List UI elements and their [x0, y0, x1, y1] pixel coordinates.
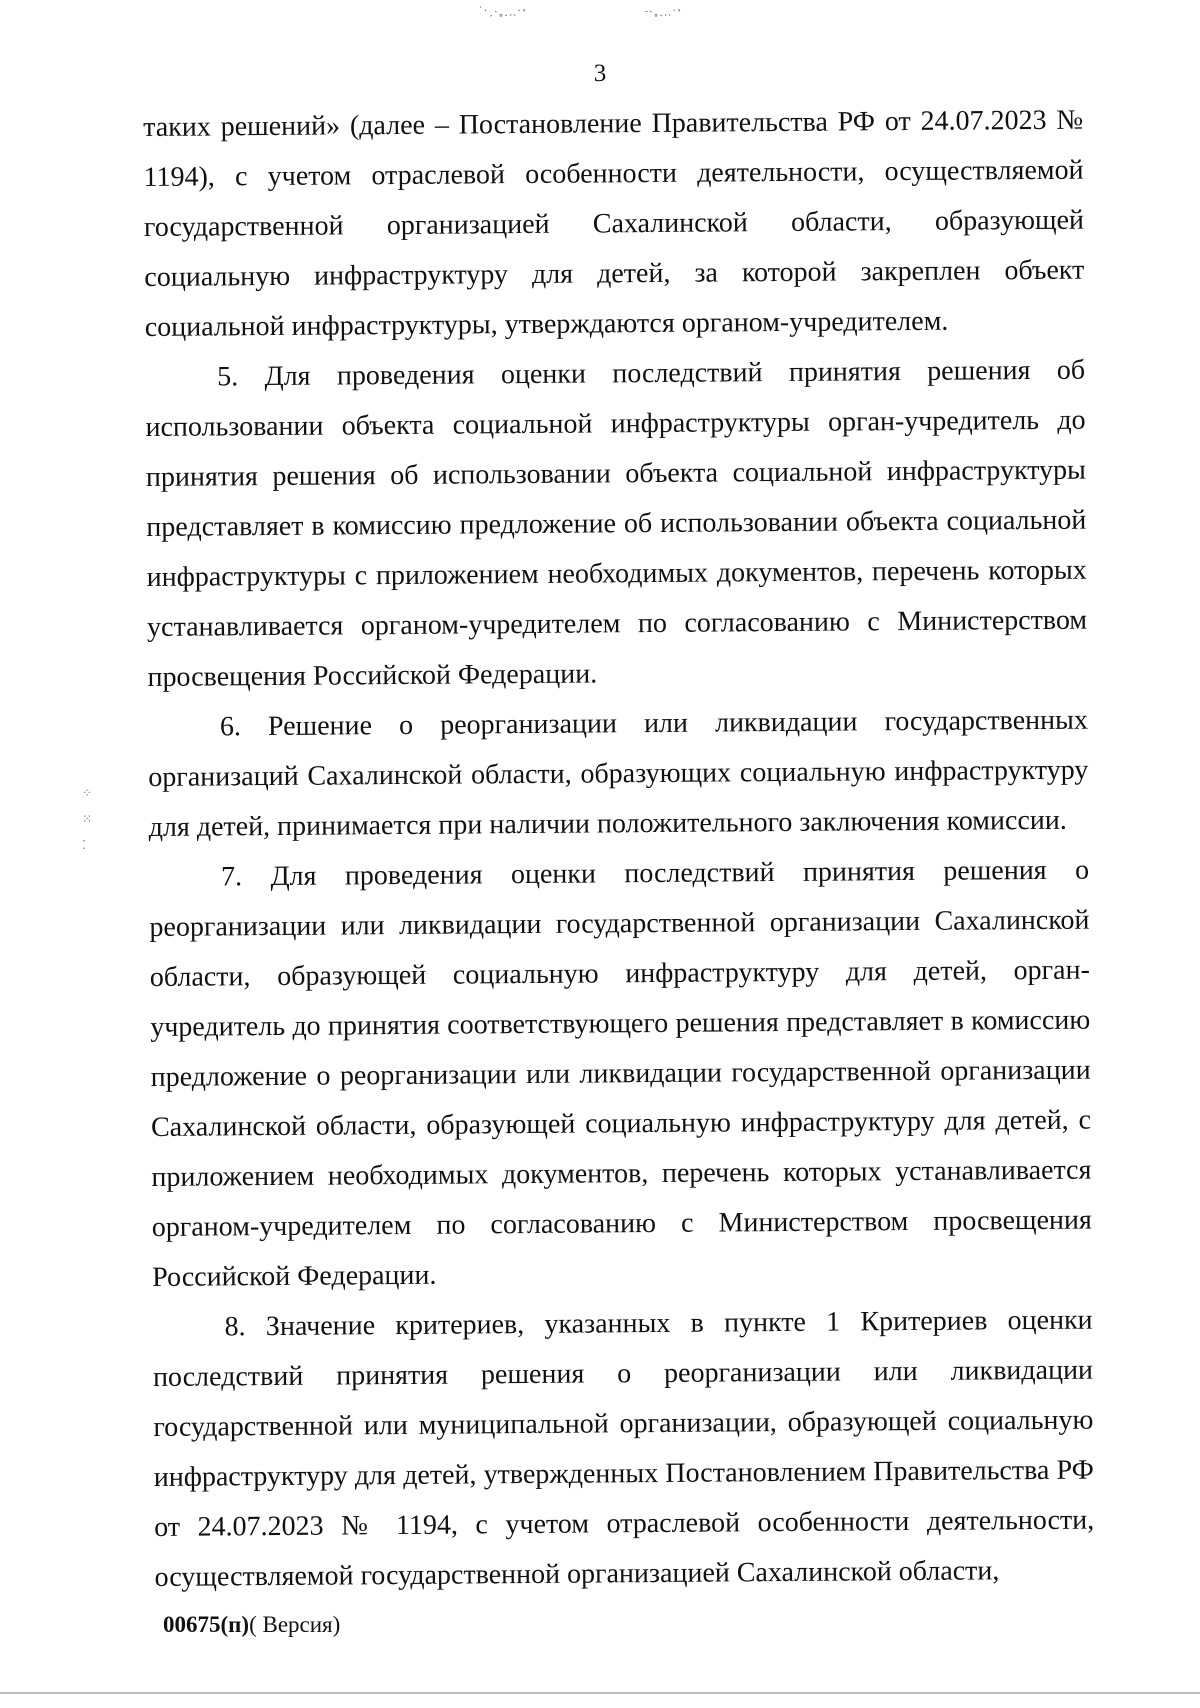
binding-hole-marks: ⁘ ⁙ ⁚ [82, 786, 93, 852]
document-body [143, 96, 1095, 1603]
paragraph-8: 8. Значение критериев, указанных в пункте 1 Критериев оценки последствий принятия решения о реорганизации или ликвидации государственной или муниципальной организации, образующей социальную инфраструктуру для детей, утвержденных Постановлением Правительства РФ от 24.07.2023 № 1194, с учетом отраслевой особенности деятельности, осуществляемой государственной организацией Сахалинской области, [152, 1304, 1095, 1593]
paragraph-6: 6. Решение о реорганизации или ликвидации государственных организаций Сахалинской области, образующих социальную инфраструктуру для детей, принимается при наличии положительного заключения комиссии. [148, 704, 1089, 843]
footer [163, 1612, 340, 1638]
page-edge-line [0, 1692, 1200, 1694]
paragraph-7: 7. Для проведения оценки последствий принятия решения о реорганизации или ликвидации государственной организации Сахалинской области, образующей социальную инфраструктуру для детей, орган-учредитель до принятия соответствующего решения представляет в комиссию предложение о реорганизации или ликвидации государственной организации Сахалинской области, образующей социальную инфраструктуру для детей, с приложением необходимых документов, перечень которых устанавливается органом-учредителем по согласованию с Министерством просвещения Российской Федерации. [149, 854, 1092, 1293]
scan-artifact-top-left: ˙·ˏ˴˳˰˱˲·˕ [478, 6, 528, 17]
document-code: 00675(п) [163, 1612, 250, 1637]
document-version: ( Версия) [249, 1612, 341, 1637]
paragraph-5: 5. Для проведения оценки последствий принятия решения об использовании объекта социальной инфраструктуры орган-учредитель до принятия решения об использовании объекта социальной инфраструктуры представляет в комиссию предложение об использовании объекта социальной инфраструктуры с приложением необходимых документов, перечень которых устанавливается органом-учредителем по согласованию с Министерством просвещения Российской Федерации. [145, 354, 1088, 693]
page-number: 3 [593, 60, 607, 87]
scan-artifact-top-right: ˗˴˳˰˱˲·˕ [645, 6, 683, 17]
paragraph-continuation: таких решений» (далее – Постановление Правительства РФ от 24.07.2023 № 1194), с учетом отраслевой особенности деятельности, осуществляемой государственной организацией Сахалинской области, образующей социальную инфраструктуру для детей, за которой закреплен объект социальной инфраструктуры, утверждаются органом-учредителем. [143, 104, 1085, 343]
